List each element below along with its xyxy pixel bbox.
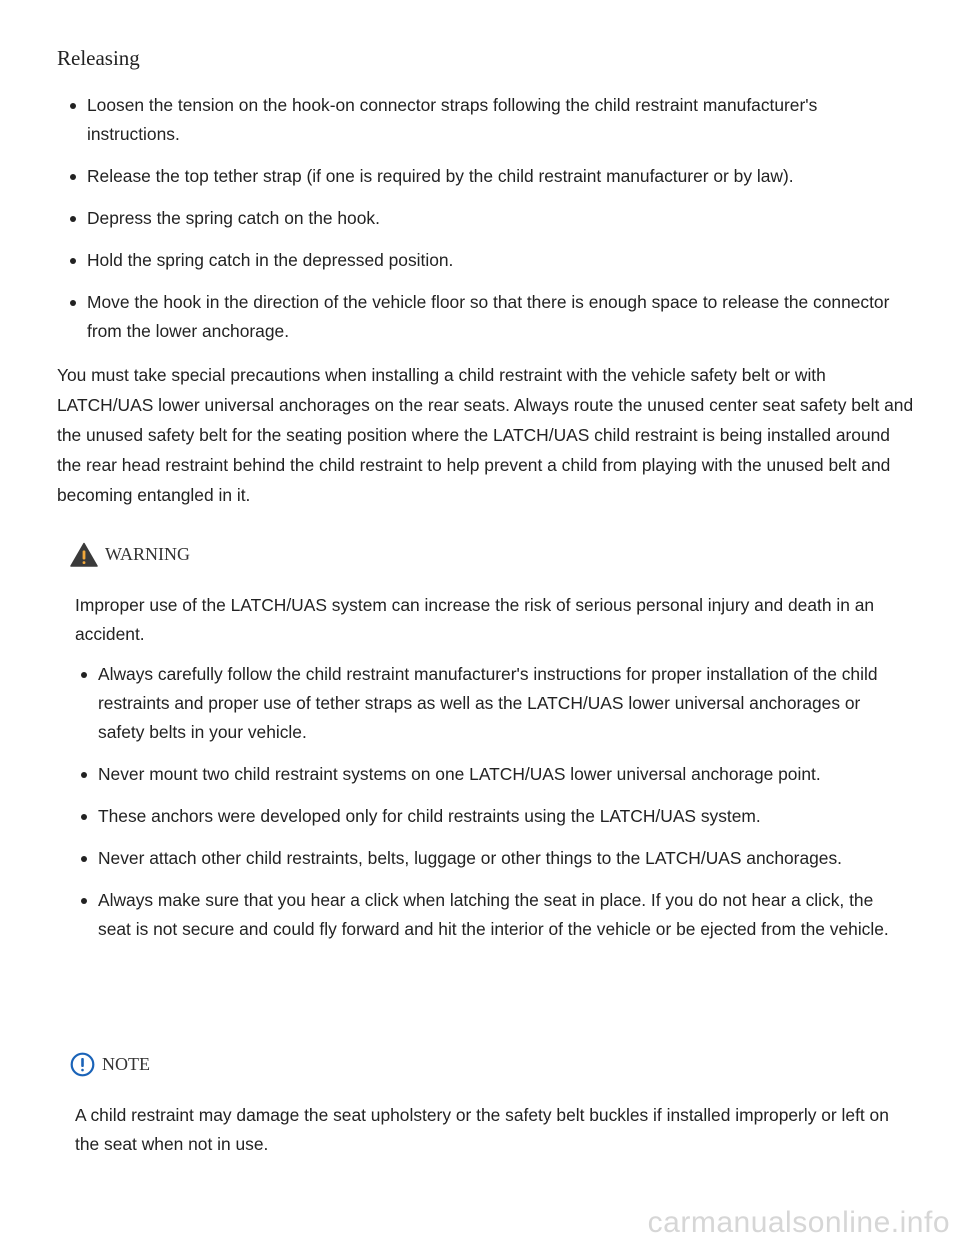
list-item [87,162,907,191]
list-item-text: Always make sure that you hear a click when latching the seat in place. If you do not hear a click, the seat is not secure and could fly forward and hit the interior of the vehicle or be ejected from the vehicle. [98,890,889,939]
warning-header [70,542,190,567]
note-title: NOTE [102,1054,150,1074]
list-item-text: Depress the spring catch on the hook. [87,208,380,228]
bullet-icon [81,814,87,820]
list-item [98,660,898,747]
list-item-text: Loosen the tension on the hook-on connector straps following the child restraint manufacturer's instructions. [87,95,818,144]
list-item [98,760,898,789]
list-item-text: These anchors were developed only for child restraints using the LATCH/UAS system. [98,806,761,826]
list-item [87,204,907,233]
note-header [70,1052,150,1077]
section-heading: Releasing [57,46,140,70]
list-item-text: Move the hook in the direction of the vehicle floor so that there is enough space to release the connector from the lower anchorage. [87,292,890,341]
bullet-icon [81,772,87,778]
warning-list [98,660,898,957]
bullet-icon [81,856,87,862]
list-item [98,802,898,831]
bullet-icon [70,216,76,222]
bullet-icon [70,258,76,264]
list-item-text: Always carefully follow the child restraint manufacturer's instructions for proper installation of the child restraints and proper use of tether straps as well as the LATCH/UAS lower universal anchorages or safety belts in your vehicle. [98,664,878,742]
warning-triangle-icon [70,542,98,567]
bullet-icon [70,174,76,180]
bullet-icon [81,672,87,678]
list-item [87,288,907,346]
list-item-text: Never mount two child restraint systems on one LATCH/UAS lower universal anchorage point. [98,764,821,784]
list-item [98,844,898,873]
warning-title: WARNING [105,544,190,564]
releasing-steps-list [87,91,907,359]
exclamation-circle-icon [70,1052,95,1077]
watermark: carmanualsonline.info [647,1206,950,1239]
precaution-paragraph: You must take special precautions when installing a child restraint with the vehicle safety belt or with LATCH/UAS lower universal anchorages on the rear seats. Always route the unused center seat safety belt and the unused safety belt for the seating position where the LATCH/UAS child restraint is being installed around the rear head restraint behind the child restraint to help prevent a child from playing with the unused belt and becoming entangled in it. [57,365,914,505]
bullet-icon [70,103,76,109]
note-text: A child restraint may damage the seat upholstery or the safety belt buckles if installed improperly or left on the seat when not in use. [75,1105,889,1154]
list-item [98,886,898,944]
list-item-text: Release the top tether strap (if one is required by the child restraint manufacturer or by law). [87,166,794,186]
list-item-text: Hold the spring catch in the depressed position. [87,250,454,270]
warning-text: Improper use of the LATCH/UAS system can increase the risk of serious personal injury and death in an accident. [75,595,875,644]
list-item-text: Never attach other child restraints, belts, luggage or other things to the LATCH/UAS anchorages. [98,848,843,868]
bullet-icon [70,300,76,306]
list-item [87,91,907,149]
bullet-icon [81,898,87,904]
list-item [87,246,907,275]
